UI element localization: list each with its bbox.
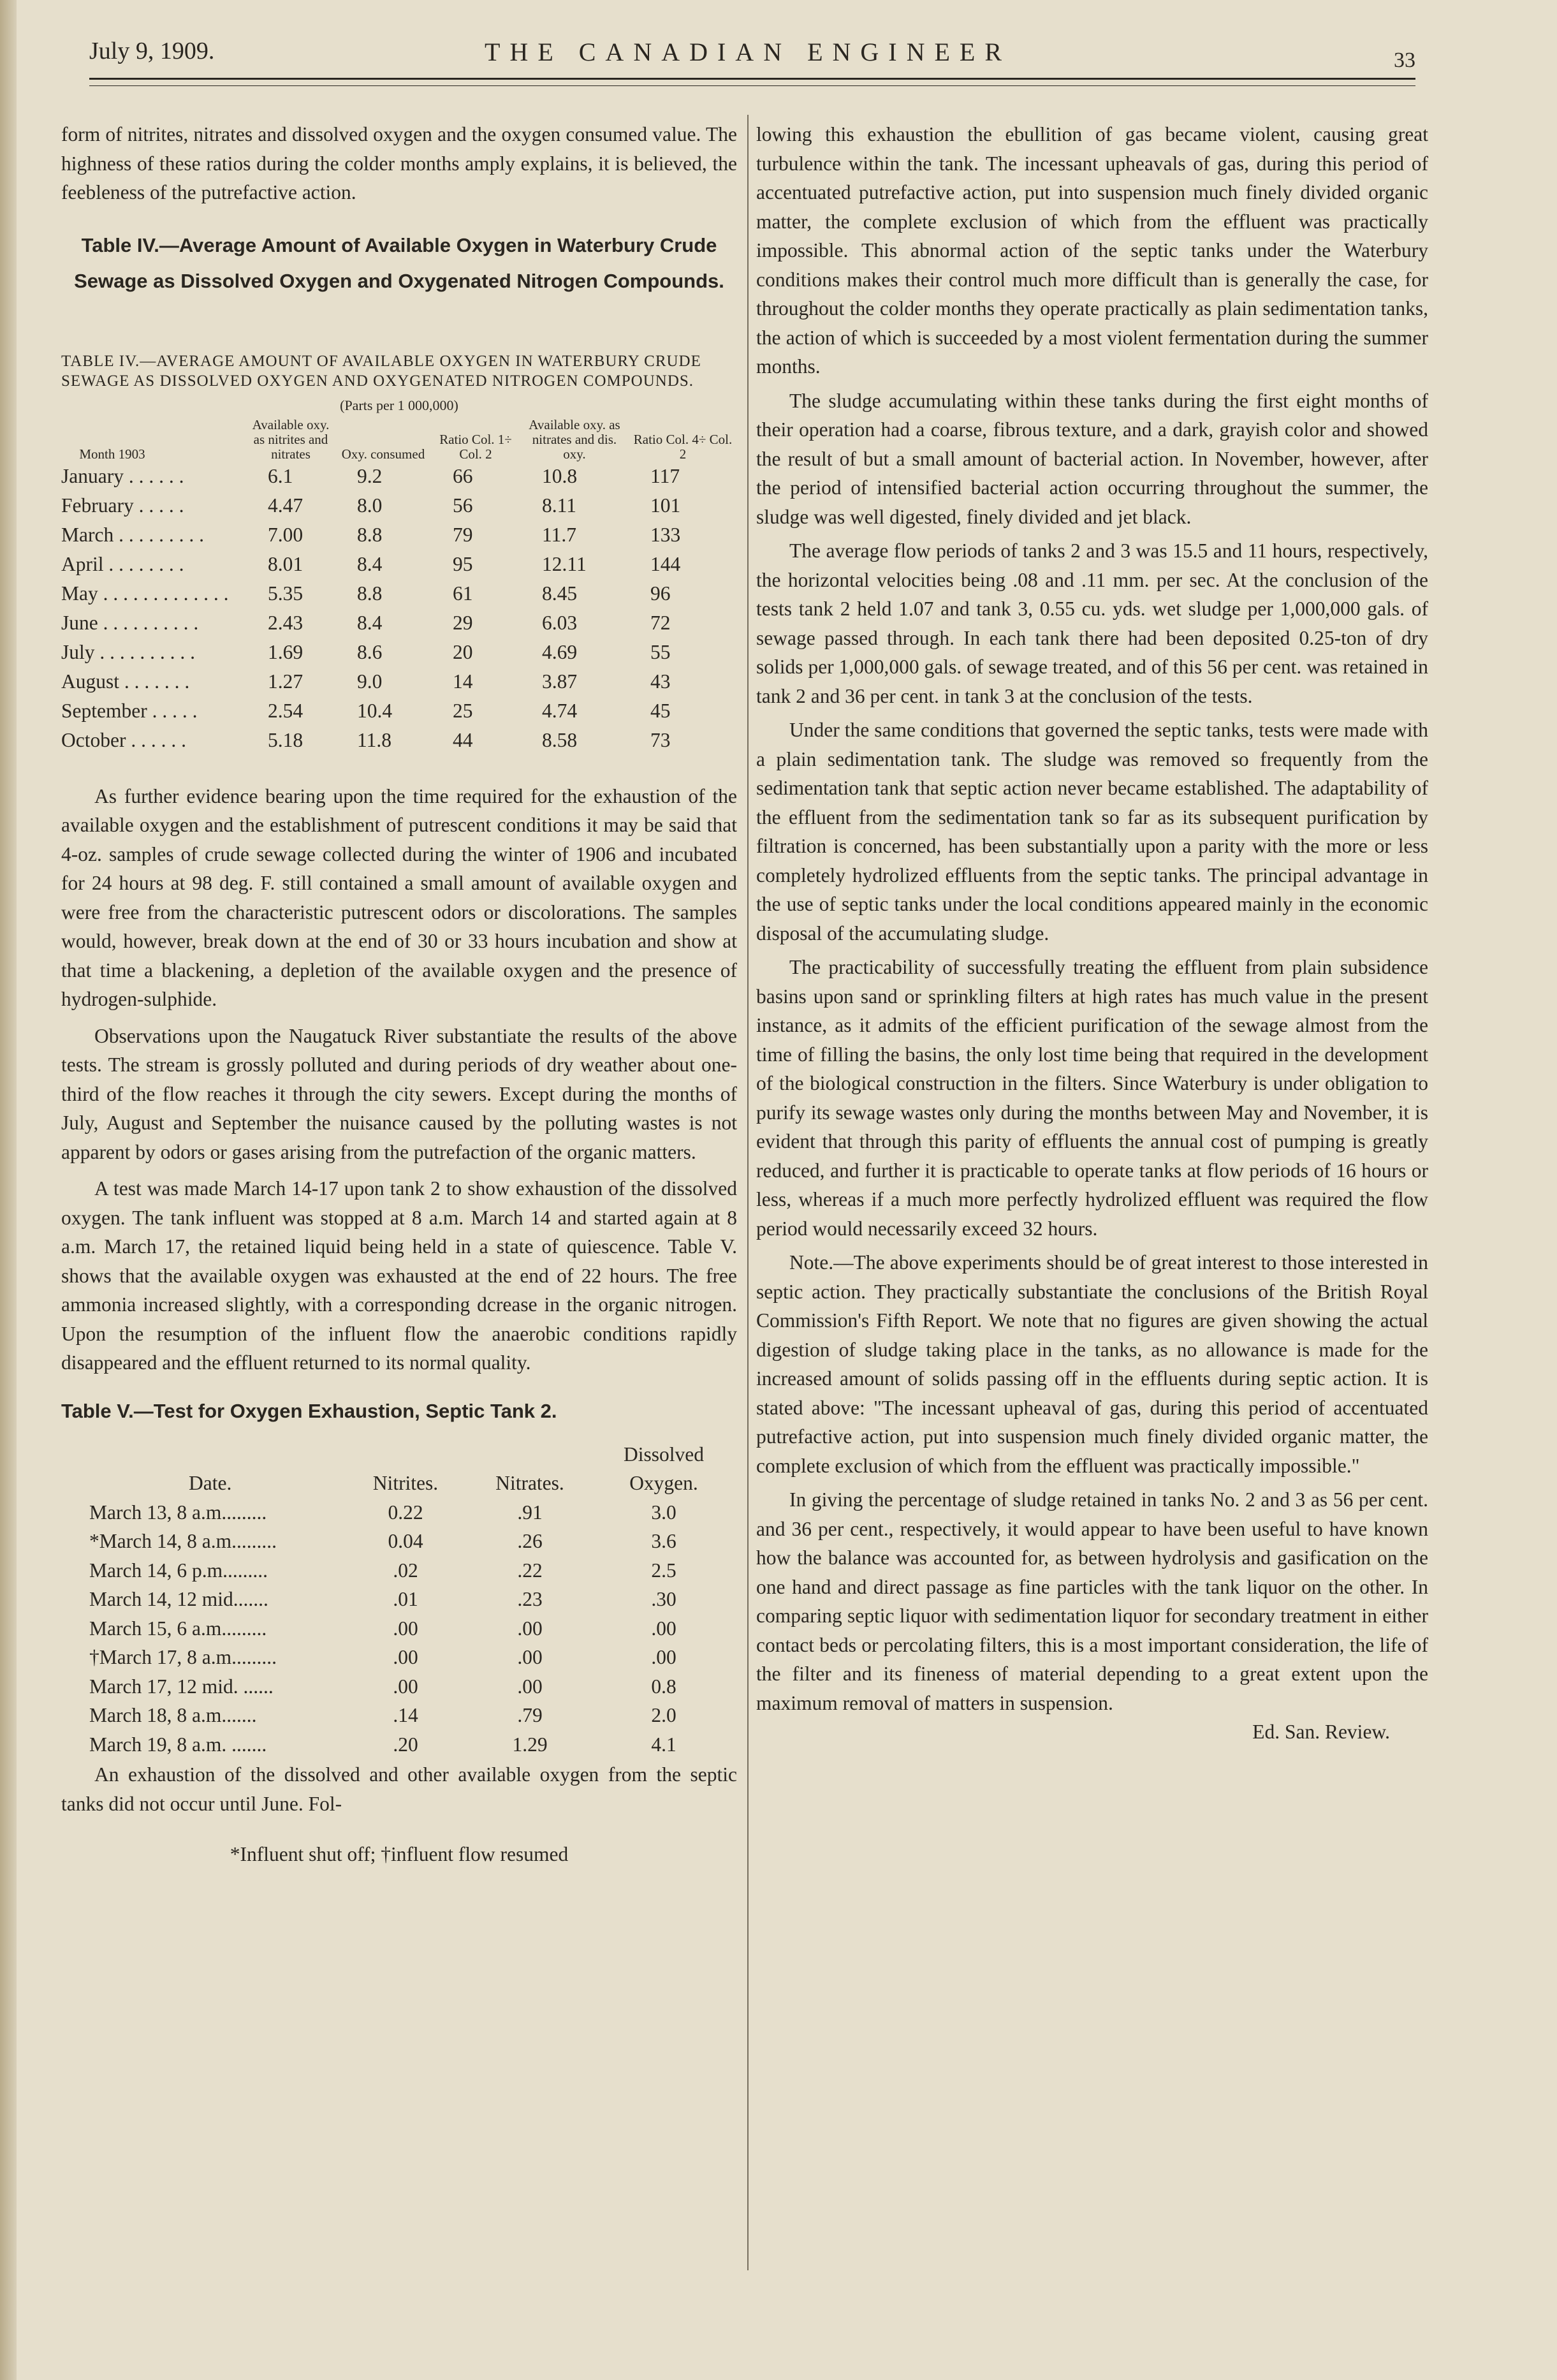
cell-available: 1.27	[268, 670, 303, 693]
paragraph-practicability: The practicability of successfully treating the effluent from plain subsidence basins upon sand or sprinkling filters at high rates has much value in the present instance, as it admits of the efficient purification of the sewage almost from the time of filling the basins, the only lost time being that required in the development of the biological construction in the filters. Since Waterbury is under obligation to purify its sewage wastes only during the months between May and November, it is evident that through this parity of effluents the annual cost of pumping is greatly reduced, and further it is practicable to operate tanks at flow periods of 16 hours or less, whereas if a much more perfectly hydrolized effluent was required the flow period would necessarily exceed 32 hours.	[756, 956, 1428, 1240]
page-number: 33	[1394, 48, 1415, 72]
cell-ratio1: 66	[453, 464, 473, 487]
cell-date: *March 14, 8 a.m.........	[89, 1530, 277, 1552]
table5-row	[61, 1585, 737, 1614]
cell-nitrates: 3.87	[542, 670, 578, 693]
cell-oxygen: 0.8	[651, 1675, 676, 1698]
cell-oxygen: 3.6	[651, 1530, 676, 1552]
cell-month: April . . . . . . . .	[61, 552, 184, 575]
cell-ratio1: 56	[453, 494, 473, 517]
cell-date: March 15, 6 a.m.........	[89, 1617, 267, 1640]
table5-row	[61, 1701, 737, 1730]
left-column	[61, 120, 737, 1869]
col-month: Month 1903	[79, 446, 145, 462]
cell-consumed: 10.4	[357, 699, 393, 722]
col-dissolved-1: Dissolved	[624, 1443, 704, 1465]
cell-ratio1: 61	[453, 582, 473, 605]
cell-ratio1: 29	[453, 611, 473, 634]
cell-nitrites: .02	[393, 1559, 418, 1582]
cell-nitrites: .20	[393, 1733, 418, 1756]
cell-available: 4.47	[268, 494, 303, 517]
cell-month: February . . . . .	[61, 494, 184, 517]
cell-nitrites: .00	[393, 1675, 418, 1698]
column-divider	[747, 115, 749, 2270]
paragraph-flow-periods: The average flow periods of tanks 2 and 3 was 15.5 and 11 hours, respectively, the horizontal velocities being .08 and .11 mm. per sec. At the conclusion of the tests tank 2 held 1.07 and tank 3, 0.55 cu. yds. wet sludge per 1,000,000 gals. of sewage passed through. In each tank there had been deposited 0.25-ton of dry solids per 1,000,000 gals. of sewage treated, and of this 56 per cent. was retained in tank 2 and 36 per cent. in tank 3 at the conclusion of the tests.	[756, 540, 1428, 707]
cell-ratio2: 144	[650, 552, 681, 575]
cell-consumed: 8.4	[357, 552, 383, 575]
cell-nitrates: 12.11	[542, 552, 587, 575]
table4-heading: Table IV.—Average Amount of Available Oxygen in Waterbury Crude Sewage as Dissolved Oxygen and Oxygenated Nitrogen Compounds.	[74, 233, 724, 292]
table5-body	[61, 1498, 737, 1759]
cell-ratio2: 117	[650, 464, 680, 487]
cell-nitrates: 1.29	[512, 1733, 548, 1756]
cell-available: 1.69	[268, 640, 303, 663]
cell-available: 6.1	[268, 464, 293, 487]
table5-row	[61, 1643, 737, 1672]
cell-ratio1: 79	[453, 523, 473, 546]
col-nitrites: Nitrites.	[372, 1472, 439, 1494]
signature: Ed. San. Review.	[1252, 1721, 1390, 1743]
table4-row	[61, 491, 737, 520]
cell-consumed: 11.8	[357, 728, 391, 751]
col-consumed: Oxy. consumed	[341, 446, 425, 462]
cell-available: 7.00	[268, 523, 303, 546]
cell-consumed: 8.8	[357, 582, 383, 605]
cell-nitrates: .00	[517, 1675, 543, 1698]
table5-header-row-2	[61, 1469, 737, 1498]
table4-body	[61, 462, 737, 755]
cell-date: March 19, 8 a.m. .......	[89, 1733, 267, 1756]
col-ratio1: Ratio Col. 1÷ Col. 2	[439, 431, 512, 462]
cell-month: July . . . . . . . . . .	[61, 640, 196, 663]
table5-row	[61, 1556, 737, 1585]
table4-row	[61, 667, 737, 696]
cell-oxygen: .30	[651, 1588, 676, 1610]
cell-ratio1: 25	[453, 699, 473, 722]
cell-date: March 14, 12 mid.......	[89, 1588, 268, 1610]
table5-row	[61, 1614, 737, 1643]
col-date: Date.	[189, 1472, 232, 1494]
table4-units: (Parts per 1 000,000)	[340, 397, 458, 413]
cell-month: September . . . . .	[61, 699, 198, 722]
col-available: Available oxy. as nitrites and nitrates	[252, 416, 330, 462]
table4-header-row	[61, 418, 737, 462]
footnote: *Influent shut off; †influent flow resumed	[230, 1843, 569, 1865]
cell-oxygen: .00	[651, 1617, 676, 1640]
cell-nitrates: 11.7	[542, 523, 576, 546]
paragraph-sedimentation: Under the same conditions that governed the septic tanks, tests were made with a plain sedimentation tank. The sludge was removed so frequently from the sedimentation tank that septic action never became established. The adaptability of the effluent from the sedimentation tank so far as its subsequent purification by filtration is concerned, has been substantially upon a parity with the more or less completely hydrolized effluents from the septic tanks. The principal advantage in the use of septic tanks under the local conditions appeared mainly in the economic disposal of the accumulating sludge.	[756, 719, 1428, 944]
cell-nitrates: .00	[517, 1646, 543, 1668]
cell-month: June . . . . . . . . . .	[61, 611, 199, 634]
cell-month: August . . . . . . .	[61, 670, 190, 693]
col-nitrates: Available oxy. as nitrates and dis. oxy.	[529, 416, 620, 462]
paragraph-sludge: The sludge accumulating within these tanks during the first eight months of their operation had a coarse, fibrous texture, and a dark, grayish color and showed the result of but a small amount of bacterial action. In November, however, after the period of intensified bacterial action occurring throughout the summer, the sludge was well digested, finely divided and jet black.	[756, 389, 1428, 528]
cell-ratio2: 101	[650, 494, 681, 517]
cell-consumed: 8.0	[357, 494, 383, 517]
table4-row	[61, 696, 737, 726]
cell-available: 5.35	[268, 582, 303, 605]
header-rule-thin	[89, 85, 1415, 86]
paragraph-ebullition: lowing this exhaustion the ebullition of gas became violent, causing great turbulence within the tank. The incessant upheavals of gas, during this period of accentuated putrefactive action, put into suspension much finely divided organic matter, the complete exclusion of which from the effluent was practically impossible. This abnormal action of the septic tanks under the Waterbury conditions makes their control much more difficult than is generally the case, for throughout the colder months they operate practically as plain sedimentation tanks, the action of which is succeeded by a most violent fermentation during the summer months.	[756, 123, 1428, 378]
cell-oxygen: .00	[651, 1646, 676, 1668]
cell-nitrites: .01	[393, 1588, 418, 1610]
paragraph-percentage: In giving the percentage of sludge retained in tanks No. 2 and 3 as 56 per cent. and 36 per cent., respectively, it would appear to have been useful to have known how the balance was accounted for, as between hydrolysis and gasification on the one hand and direct passage as fine particles with the tank liquor on the other. In comparing septic liquor with sedimentation liquor for secondary treatment in either contact beds or percolating filters, this is a most important consideration, the life of the filter and its fineness of material depending to a great extent upon the maximum removal of matters in suspension.	[756, 1488, 1428, 1714]
cell-month: October . . . . . .	[61, 728, 186, 751]
cell-nitrates: .00	[517, 1617, 543, 1640]
cell-nitrites: .14	[393, 1704, 418, 1726]
cell-date: †March 17, 8 a.m.........	[89, 1646, 277, 1668]
table4-row	[61, 608, 737, 638]
table4-caption: TABLE IV.—AVERAGE AMOUNT OF AVAILABLE OXYGEN IN WATERBURY CRUDE SEWAGE AS DISSOLVED OXYGEN AND OXYGENATED NITROGEN COMPOUNDS.	[61, 352, 701, 390]
header-rule	[89, 78, 1415, 80]
cell-nitrites: .00	[393, 1617, 418, 1640]
paragraph-further-evidence: As further evidence bearing upon the time required for the exhaustion of the available oxygen and the establishment of putrescent conditions it may be said that 4-oz. samples of crude sewage collected during the winter of 1906 and incubated for 24 hours at 98 deg. F. still contained a small amount of available oxygen and were free from the characteristic putrescent odors or discolorations. The samples would, however, break down at the end of 30 or 33 hours incubation and show at that time a blackening, a depletion of the available oxygen and the presence of hydrogen-sulphide.	[61, 784, 737, 1010]
table4-row	[61, 550, 737, 579]
cell-month: January . . . . . .	[61, 464, 184, 487]
cell-available: 2.54	[268, 699, 303, 722]
table4-row	[61, 726, 737, 755]
cell-ratio1: 20	[453, 640, 473, 663]
cell-consumed: 9.2	[357, 464, 383, 487]
cell-nitrates: .23	[517, 1588, 543, 1610]
cell-ratio1: 95	[453, 552, 473, 575]
cell-nitrites: .00	[393, 1646, 418, 1668]
paragraph-exhaustion: An exhaustion of the dissolved and other available oxygen from the septic tanks did not occur until June. Fol-	[61, 1763, 737, 1815]
cell-ratio2: 43	[650, 670, 671, 693]
table5-row	[61, 1672, 737, 1701]
cell-nitrates: .79	[517, 1704, 543, 1726]
cell-ratio1: 14	[453, 670, 473, 693]
cell-oxygen: 4.1	[651, 1733, 676, 1756]
cell-nitrates: 10.8	[542, 464, 578, 487]
cell-ratio2: 45	[650, 699, 671, 722]
cell-ratio2: 73	[650, 728, 671, 751]
cell-ratio2: 96	[650, 582, 671, 605]
cell-ratio2: 133	[650, 523, 681, 546]
paragraph-intro: form of nitrites, nitrates and dissolved oxygen and the oxygen consumed value. The highness of these ratios during the colder months amply explains, it is believed, the feebleness of the putrefactive action.	[61, 123, 737, 203]
cell-nitrates: 8.45	[542, 582, 578, 605]
issue-date: July 9, 1909.	[89, 38, 215, 64]
cell-date: March 18, 8 a.m.......	[89, 1704, 257, 1726]
cell-nitrates: .91	[517, 1501, 543, 1524]
cell-available: 2.43	[268, 611, 303, 634]
table4-row	[61, 638, 737, 667]
cell-month: May . . . . . . . . . . . . .	[61, 582, 229, 605]
cell-available: 8.01	[268, 552, 303, 575]
col-nitrates5: Nitrates.	[495, 1472, 564, 1494]
cell-nitrites: 0.04	[388, 1530, 423, 1552]
cell-oxygen: 2.0	[651, 1704, 676, 1726]
cell-nitrates: 4.74	[542, 699, 578, 722]
cell-nitrites: 0.22	[388, 1501, 423, 1524]
cell-ratio1: 44	[453, 728, 473, 751]
cell-ratio2: 72	[650, 611, 671, 634]
cell-consumed: 8.4	[357, 611, 383, 634]
cell-available: 5.18	[268, 728, 303, 751]
cell-ratio2: 55	[650, 640, 671, 663]
cell-consumed: 8.8	[357, 523, 383, 546]
paragraph-note: Note.—The above experiments should be of great interest to those interested in septic action. They practically substantiate the conclusions of the British Royal Commission's Fifth Report. We note that no figures are given showing the actual digestion of sludge taking place in the tanks, as no allowance is made for the increased amount of solids passing off in the effluents during septic action. It is stated above: "The incessant upheaval of gas, during this period of accentuated putrefactive action, put into suspension much finely divided organic matter, the complete exclusion of which from the effluent was practically impossible."	[756, 1251, 1428, 1477]
table5-row	[61, 1498, 737, 1527]
cell-date: March 13, 8 a.m.........	[89, 1501, 267, 1524]
table5-title: Table V.—Test for Oxygen Exhaustion, Septic Tank 2.	[61, 1399, 557, 1422]
cell-nitrates: 4.69	[542, 640, 578, 663]
table5	[61, 1440, 737, 1759]
table4	[61, 418, 737, 755]
journal-title: THE CANADIAN ENGINEER	[485, 38, 1012, 66]
cell-date: March 14, 6 p.m.........	[89, 1559, 268, 1582]
cell-oxygen: 3.0	[651, 1501, 676, 1524]
cell-month: March . . . . . . . . .	[61, 523, 204, 546]
paragraph-test: A test was made March 14-17 upon tank 2 to show exhaustion of the dissolved oxygen. The tank influent was stopped at 8 a.m. March 14 and started again at 8 a.m. March 17, the retained liquid being held in a state of quiescence. Table V. shows that the available oxygen was exhausted at the end of 22 hours. The free ammonia increased slightly, with a corresponding dcrease in the organic nitrogen. Upon the resumption of the influent flow the anaerobic conditions rapidly disappeared and the effluent returned to its normal quality.	[61, 1177, 737, 1374]
cell-nitrates: 6.03	[542, 611, 578, 634]
cell-consumed: 8.6	[357, 640, 383, 663]
col-dissolved-2: Oxygen.	[629, 1472, 698, 1494]
table5-row	[61, 1730, 737, 1759]
table5-header-row-1	[61, 1440, 737, 1469]
cell-date: March 17, 12 mid. ......	[89, 1675, 274, 1698]
cell-oxygen: 2.5	[651, 1559, 676, 1582]
col-ratio2: Ratio Col. 4÷ Col. 2	[633, 431, 733, 462]
table5-row	[61, 1527, 737, 1556]
table4-row	[61, 520, 737, 550]
table4-row	[61, 462, 737, 491]
scan-edge	[0, 0, 17, 2380]
cell-nitrates: .22	[517, 1559, 543, 1582]
table4-row	[61, 579, 737, 608]
cell-nitrates: 8.58	[542, 728, 578, 751]
cell-nitrates: .26	[517, 1530, 543, 1552]
page-header	[89, 33, 1415, 78]
cell-consumed: 9.0	[357, 670, 383, 693]
cell-nitrates: 8.11	[542, 494, 576, 517]
paragraph-naugatuck: Observations upon the Naugatuck River substantiate the results of the above tests. The stream is grossly polluted and during periods of dry weather about one-third of the flow reaches it through the city sewers. Except during the months of July, August and September the nuisance caused by the polluting wastes is not apparent by odors or gases arising from the putrefaction of the organic matters.	[61, 1024, 737, 1163]
right-column	[756, 120, 1428, 1747]
